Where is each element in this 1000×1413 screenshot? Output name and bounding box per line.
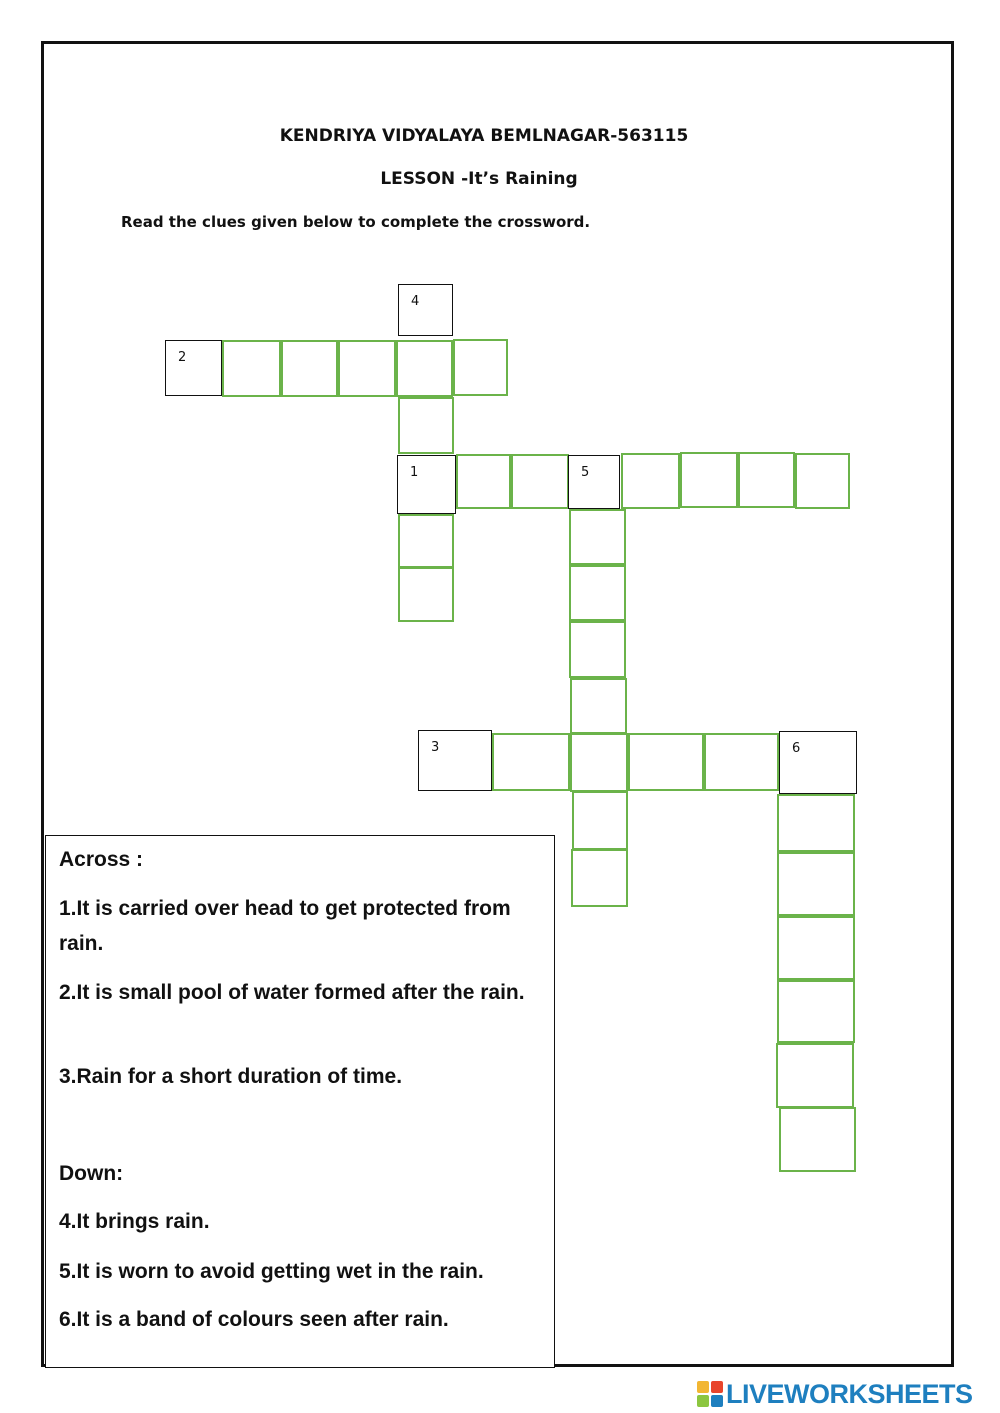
- crossword-cell-1-start[interactable]: [397, 455, 456, 514]
- clue-across-2: 2.It is small pool of water formed after the rain.: [59, 981, 525, 1004]
- crossword-cell[interactable]: [628, 733, 704, 791]
- crossword-cell[interactable]: [222, 340, 281, 397]
- crossword-cell[interactable]: [621, 453, 680, 509]
- clue-number-2: 2: [178, 350, 187, 365]
- crossword-cell[interactable]: [569, 565, 626, 621]
- crossword-cell[interactable]: [569, 621, 626, 678]
- lesson-title: LESSON -It’s Raining: [380, 169, 578, 189]
- crossword-cell-2-start[interactable]: [165, 340, 222, 396]
- crossword-cell[interactable]: [398, 514, 454, 568]
- crossword-cell[interactable]: [453, 339, 508, 396]
- clue-number-4: 4: [411, 294, 420, 309]
- crossword-cell[interactable]: [704, 733, 779, 791]
- crossword-cell[interactable]: [398, 397, 454, 454]
- crossword-cell[interactable]: [492, 733, 570, 791]
- across-heading: Across :: [59, 848, 144, 871]
- crossword-cell[interactable]: [776, 1043, 854, 1108]
- crossword-cell[interactable]: [738, 452, 795, 508]
- crossword-cell[interactable]: [680, 452, 738, 508]
- crossword-cell[interactable]: [570, 678, 627, 734]
- clue-number-6: 6: [792, 741, 801, 756]
- crossword-cell[interactable]: [281, 340, 338, 397]
- crossword-cell-4-start[interactable]: [398, 284, 453, 336]
- clue-down-6: 6.It is a band of colours seen after rain.: [59, 1308, 449, 1331]
- instructions: Read the clues given below to complete the crossword.: [121, 213, 591, 231]
- brand-name: LIVEWORKSHEETS: [726, 1378, 973, 1409]
- liveworksheets-brand: [697, 1378, 973, 1410]
- down-heading: Down:: [59, 1162, 124, 1185]
- crossword-cell[interactable]: [572, 791, 628, 850]
- crossword-cell-3-start[interactable]: [418, 730, 492, 791]
- clues-box: [45, 835, 555, 1368]
- crossword-cell[interactable]: [338, 340, 396, 397]
- crossword-cell[interactable]: [511, 454, 569, 509]
- crossword-cell-5-start[interactable]: [568, 455, 620, 509]
- clue-down-4: 4.It brings rain.: [59, 1210, 210, 1233]
- clue-across-1: 1.It is carried over head to get protected from rain.: [59, 897, 511, 955]
- crossword-cell[interactable]: [571, 849, 628, 907]
- liveworksheets-logo-icon: [697, 1381, 723, 1407]
- school-title: KENDRIYA VIDYALAYA BEMLNAGAR-563115: [279, 126, 689, 146]
- crossword-cell[interactable]: [396, 340, 453, 397]
- clue-number-1: 1: [410, 465, 419, 480]
- crossword-cell[interactable]: [398, 567, 454, 622]
- crossword-cell-6-start[interactable]: [779, 731, 857, 794]
- crossword-cell[interactable]: [795, 453, 850, 509]
- crossword-cell[interactable]: [777, 916, 855, 980]
- clue-number-3: 3: [431, 740, 440, 755]
- crossword-cell[interactable]: [777, 794, 855, 852]
- crossword-cell[interactable]: [779, 1107, 856, 1172]
- crossword-cell[interactable]: [777, 980, 855, 1043]
- crossword-cell[interactable]: [456, 454, 511, 509]
- clue-number-5: 5: [581, 465, 590, 480]
- crossword-cell[interactable]: [777, 852, 855, 916]
- crossword-cell[interactable]: [569, 509, 626, 565]
- clue-down-5: 5.It is worn to avoid getting wet in the rain.: [59, 1260, 484, 1283]
- clue-across-3: 3.Rain for a short duration of time.: [59, 1065, 403, 1088]
- crossword-cell[interactable]: [570, 733, 628, 792]
